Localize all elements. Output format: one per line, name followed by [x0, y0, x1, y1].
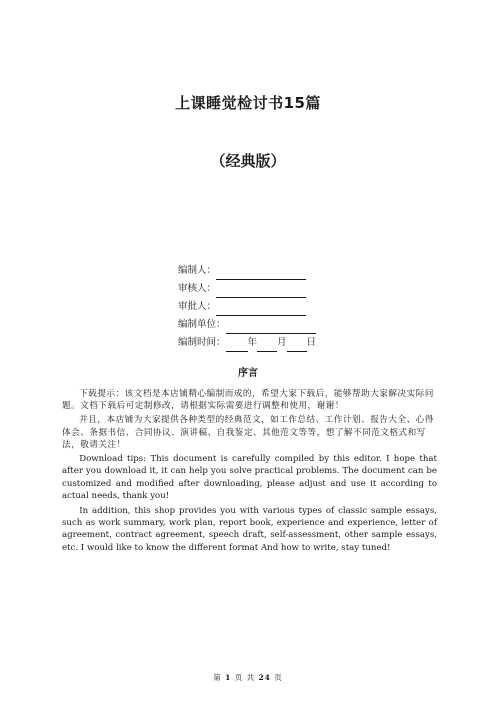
page-footer	[0, 672, 496, 683]
meta-row-reviewer	[178, 280, 316, 298]
footer-suffix: 页	[274, 673, 283, 682]
meta-label-unit: 编制单位：	[178, 319, 226, 330]
meta-row-unit	[178, 316, 316, 334]
author-blank	[216, 267, 306, 280]
document-title: 上课睡觉检讨书15篇	[175, 94, 321, 112]
day-label: 日	[306, 337, 317, 348]
meta-label-date: 编制时间：	[178, 337, 226, 348]
month-label: 月	[277, 337, 287, 348]
meta-label-author: 编制人：	[178, 265, 217, 276]
preface-paragraph-en-1: Download tips: This document is carefully compiled by this editor. I hope that after you download it, it can help you solve practical problems. The document can be customized and modified after downloading, please adjust and use it according to actual needs, thank you!	[62, 454, 437, 502]
approver-blank	[216, 303, 306, 316]
meta-label-reviewer: 审核人：	[178, 283, 217, 294]
unit-blank	[226, 321, 316, 334]
preface-paragraph-cn-1: 下载提示：该文档是本店铺精心编制而成的，希望大家下载后，能够帮助大家解决实际问题。文档下载后可定制修改，请根据实际需要进行调整和使用，谢谢！	[62, 389, 434, 412]
footer-current-page: 1	[225, 673, 232, 682]
preface-heading: 序言	[238, 368, 258, 379]
meta-row-approver	[178, 298, 316, 316]
year-label: 年	[247, 337, 258, 348]
meta-fields	[178, 262, 316, 352]
month-blank	[257, 339, 277, 352]
meta-row-author	[178, 262, 316, 280]
meta-label-approver: 审批人：	[178, 301, 217, 312]
day-blank	[287, 339, 307, 352]
footer-total-pages: 24	[258, 673, 271, 682]
document-subtitle: （经典版）	[210, 152, 286, 170]
reviewer-blank	[216, 285, 306, 298]
preface-paragraph-cn-2: 并且，本店铺为大家提供各种类型的经典范文，如工作总结、工作计划、报告大全、心得体会、条据书信、合同协议、演讲稿、自我鉴定、其他范文等等，想了解不同范文格式和写法，敬请关注！	[62, 415, 434, 450]
preface-body	[62, 388, 437, 556]
footer-middle: 页 共	[234, 673, 256, 682]
year-blank	[226, 339, 248, 352]
preface-paragraph-en-2: In addition, this shop provides you with various types of classic sample essays, such as work summary, work plan, report book, experience and experience, letter of agreement, contract agreement, speech draft, self-assessment, other sample essays, etc. I would like to know the different format And how to write, stay tuned!	[62, 505, 437, 553]
footer-prefix: 第	[213, 673, 222, 682]
meta-row-date	[178, 334, 316, 352]
